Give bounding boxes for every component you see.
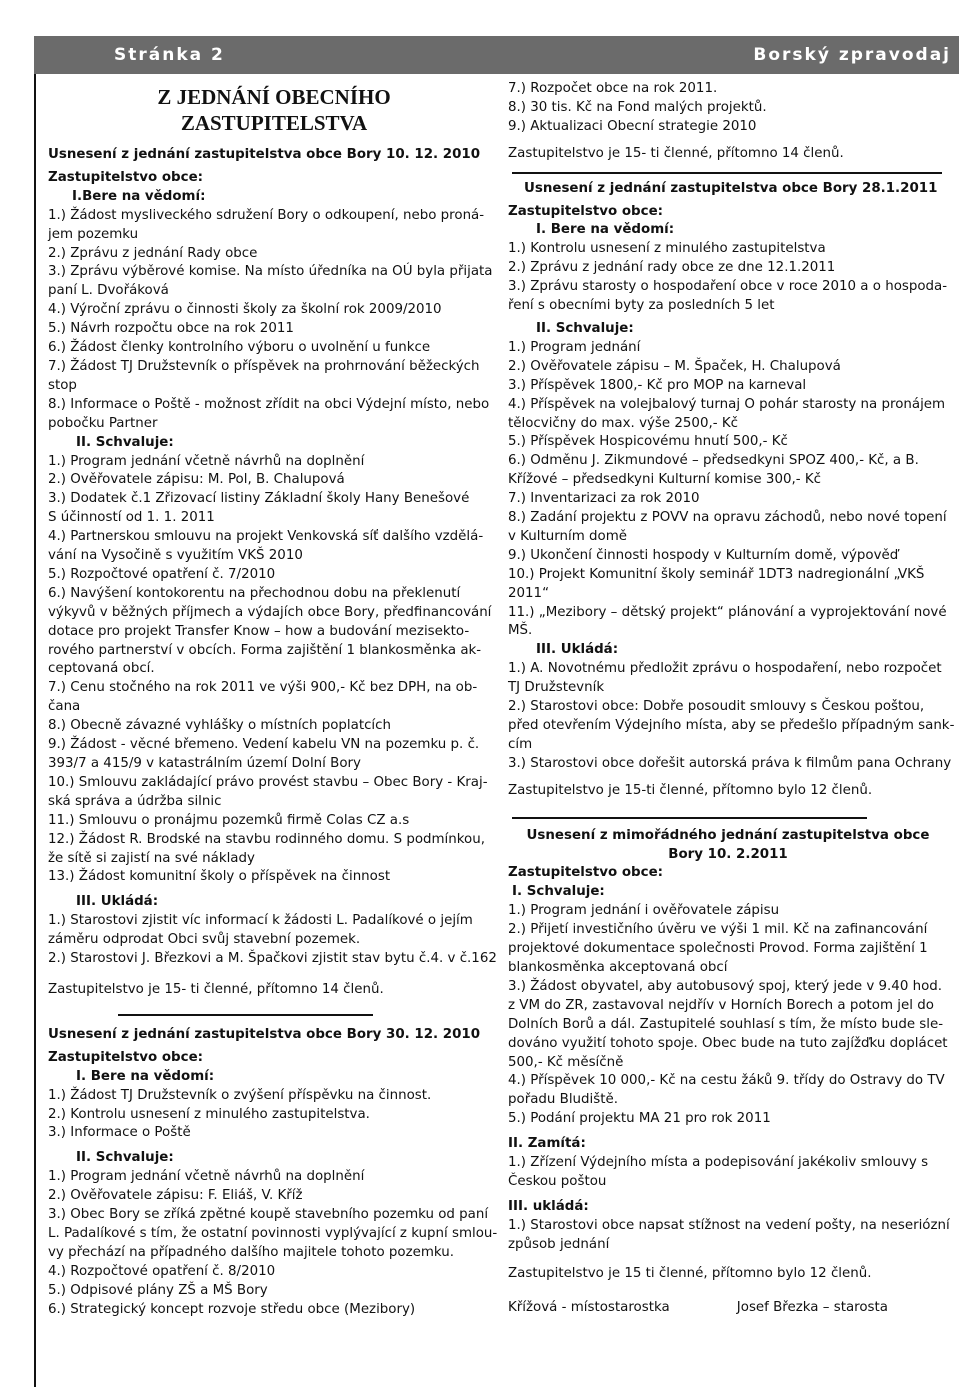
subsection-heading: I. Schvaluje: [512, 884, 605, 900]
resolution-line: rového partnerství v obcích. Forma zajištění 1 blankosměnka ak- [48, 642, 482, 658]
section-heading-2010-12-10: Usnesení z jednání zastupitelstva obce Bory 10. 12. 2010 [48, 147, 481, 162]
resolution-line: 4.) Příspěvek na volejbalový turnaj O pohár starosty na pronájem [508, 396, 946, 412]
resolution-line: projektové dokumentace společnosti Provod. Forma zajištění 1 [508, 941, 928, 957]
section-heading-date: Bory 10. 2.2011 [668, 846, 788, 862]
resolution-list-assigned [508, 660, 955, 773]
newsletter-title: Borský zpravodaj [753, 45, 951, 65]
resolution-line: 3.) Dodatek č.1 Zřizovací listiny Základní školy Hany Benešové [48, 491, 470, 507]
resolution-line: 5.) Podání projektu MA 21 pro rok 2011 [508, 1111, 771, 1127]
resolution-line: 5.) Příspěvek Hospicovému hnutí 500,- Kč [508, 434, 788, 450]
resolution-line: 8.) 30 tis. Kč na Fond malých projektů. [508, 99, 767, 115]
resolution-line: 1.) Program jednání včetně návrhů na doplnění [48, 453, 365, 469]
resolution-line: dováno využití tohoto spoje. Obec bude na tuto zajížďku doplácet [508, 1035, 948, 1051]
resolution-line: 4.) Výroční zprávu o činnosti školy za školní rok 2009/2010 [48, 302, 442, 318]
council-label: Zastupitelstvo obce: [48, 169, 204, 185]
resolution-line: 1.) Žádost mysliveckého sdružení Bory o odkoupení, nebo proná- [48, 207, 485, 223]
resolution-line: 7.) Rozpočet obce na rok 2011. [508, 81, 718, 96]
resolution-line: ská správa a údržba silnic [48, 793, 222, 809]
resolution-line: stop [48, 377, 77, 393]
resolution-line: Křížové – předsedkyni Kulturní komise 300,- Kč [508, 472, 821, 488]
resolution-line: 8.) Informace o Poště - možnost zřídit na obci Výdejní místo, nebo [48, 396, 490, 412]
resolution-line: 2.) Ověřovatele zápisu: M. Pol, B. Chalupová [48, 472, 345, 488]
resolution-line: 3.) Starostovi obce dořešit autorská práva k filmům pana Ochrany [508, 755, 952, 771]
subsection-heading: II. Zamítá: [508, 1136, 586, 1152]
resolution-line: 7.) Žádost TJ Družstevník o příspěvek na prohrnování běžeckých [48, 358, 480, 374]
resolution-line: 9.) Žádost - věcné břemeno. Vedení kabelu VN na pozemku p. č. [48, 737, 480, 753]
council-label: Zastupitelstvo obce: [508, 203, 664, 219]
resolution-line: 2.) Ověřovatele zápisu: F. Eliáš, V. Kříž [48, 1188, 303, 1204]
resolution-line: v Kulturním domě [508, 528, 627, 544]
resolution-line: 13.) Žádost komunitní školy o příspěvek na činnost [48, 869, 391, 885]
resolution-line: 9.) Ukončení činnosti hospody v Kulturním domě, výpověď [508, 547, 899, 563]
resolution-line: S účinností od 1. 1. 2011 [48, 510, 215, 526]
resolution-line: 500,- Kč měsíčně [508, 1054, 624, 1070]
resolution-line: cím [508, 736, 533, 752]
resolution-line: 393/7 a 415/9 v katastrálním území Dolní Bory [48, 756, 361, 771]
section-heading-2011-02-10: Usnesení z mimořádného jednání zastupitelstva obce [526, 827, 930, 843]
resolution-line: ceptovaná obcí. [48, 661, 155, 677]
subsection-heading: I.Bere na vědomí: [72, 188, 206, 204]
subsection-heading: I. Bere na vědomí: [76, 1068, 215, 1084]
resolution-line: 4.) Příspěvek 10 000,- Kč na cestu žáků 9. třídy do Ostravy do TV [508, 1073, 945, 1089]
resolution-list-approved [48, 1168, 500, 1319]
resolution-list-noted [508, 240, 948, 316]
council-label: Zastupitelstvo obce: [48, 1049, 204, 1065]
resolution-line: 1.) Žádost TJ Družstevník o zvýšení příspěvku na činnost. [48, 1087, 432, 1103]
resolution-line: 6.) Žádost členky kontrolního výboru o uvolnění u funkce [48, 340, 431, 356]
resolution-line: 6.) Navýšení kontokorentu na přechodnou dobu na překlenutí [48, 585, 461, 601]
left-column [48, 80, 500, 1319]
section-heading-2010-12-30: Usnesení z jednání zastupitelstva obce Bory 30. 12. 2010 [48, 1026, 481, 1042]
resolution-line: 12.) Žádost R. Brodské na stavbu rodinného domu. S podmínkou, [48, 831, 485, 847]
resolution-line: Českou poštou [508, 1173, 607, 1189]
resolution-line: 11.) „Mezibory – dětský projekt“ plánování a vyprojektování nové [508, 604, 947, 620]
resolution-line: pobočku Partner [48, 415, 158, 431]
resolution-line: záměru odprodat Obci svůj stavební pozemek. [48, 932, 361, 948]
resolution-line: čana [48, 699, 81, 715]
resolution-line: 11.) Smlouvu o pronájmu pozemků firmě Colas CZ a.s [48, 812, 410, 828]
resolution-line: TJ Družstevník [508, 680, 605, 696]
signature-deputy-mayor: Křížová - místostarostka [508, 1300, 670, 1316]
resolution-line: vy přechází na případného dalšího majitele tohoto pozemku. [48, 1244, 455, 1260]
resolution-line: blankosměnka akceptovaná obcí [508, 959, 728, 975]
resolution-line: L. Padalíkové s tím, že ostatní povinnosti vyplývající z kupní smlou- [48, 1225, 498, 1241]
resolution-line: 3.) Informace o Poště [48, 1125, 191, 1141]
resolution-line: 2011“ [508, 585, 550, 601]
resolution-line: 2.) Ověřovatele zápisu – M. Špaček, H. Chalupová [508, 358, 841, 374]
article-title: Z JEDNÁNÍ OBECNÍHO ZASTUPITELSTVA [157, 85, 391, 135]
resolution-list-noted [48, 207, 500, 434]
resolution-line: 2.) Starostovi J. Březkovi a M. Špačkovi zjistit stav bytu č.4. v č.162 [48, 951, 497, 967]
resolution-line: 10.) Projekt Komunitní školy seminář 1DT3 nadregionální „VKŠ [508, 566, 925, 582]
resolution-list-assigned [508, 1217, 948, 1255]
resolution-list-rejected [508, 1154, 948, 1192]
resolution-line: před otevřením Výdejního místa, aby se předešlo případným sank- [508, 718, 955, 733]
resolution-line: 1.) A. Novotnému předložit zprávu o hospodaření, nebo rozpočet [508, 661, 942, 677]
subsection-heading: III. Ukládá: [76, 894, 159, 910]
resolution-line: 2.) Kontrolu usnesení z minulého zastupitelstva. [48, 1106, 370, 1122]
resolution-line: způsob jednání [508, 1236, 610, 1252]
resolution-line: výkyvů v běžných příjmech a výdajích obce Bory, předfinancování [48, 604, 492, 620]
resolution-line: dotace pro projekt Transfer Know – how a budování mezisekto- [48, 623, 470, 639]
subsection-heading: III. Ukládá: [536, 642, 619, 658]
resolution-line: paní L. Dvořáková [48, 283, 169, 299]
page-number: Stránka 2 [114, 45, 225, 65]
resolution-list-approved [508, 902, 948, 1129]
resolution-line: tělocvičny do max. výše 2500,- Kč [508, 415, 738, 431]
resolution-list-approved [508, 339, 948, 642]
resolution-line: 3.) Zprávu výběrové komise. Na místo úředníka na OÚ byla přijata [48, 264, 493, 280]
subsection-heading: II. Schvaluje: [76, 434, 174, 450]
resolution-line: ření s obecními byty za posledních 5 let [508, 298, 775, 314]
attendance-note: Zastupitelstvo je 15- ti členné, přítomno 14 členů. [508, 145, 844, 161]
resolution-line: 1.) Starostovi zjistit víc informací k žádosti L. Padalíkové o jejím [48, 913, 473, 929]
resolution-line: 4.) Partnerskou smlouvu na projekt Venkovská síť dalšího vzdělá- [48, 529, 484, 545]
resolution-line: 7.) Inventarizaci za rok 2010 [508, 491, 700, 507]
subsection-heading: II. Schvaluje: [76, 1150, 174, 1166]
resolution-line: 2.) Přijetí investičního úvěru ve výši 1 mil. Kč na zafinancování [508, 922, 928, 938]
resolution-line: 2.) Zprávu z jednání Rady obce [48, 245, 258, 261]
resolution-line: 2.) Starostovi obce: Dobře posoudit smlouvy s Českou poštou, [508, 699, 925, 715]
resolution-line: 5.) Rozpočtové opatření č. 7/2010 [48, 566, 276, 582]
resolution-line: 1.) Program jednání i ověřovatele zápisu [508, 903, 780, 919]
resolution-line: Dolních Borů a dál. Zastupitelé souhlasí s tím, že místo bude sle- [508, 1016, 944, 1032]
resolution-line: 1.) Program jednání [508, 339, 641, 355]
attendance-note: Zastupitelstvo je 15- ti členné, přítomno 14 členů. [48, 981, 384, 997]
resolution-line: 3.) Žádost obyvatel, aby autobusový spoj, který jede v 9.40 hod. [508, 978, 943, 994]
resolution-line: 1.) Starostovi obce napsat stížnost na vedení pošty, na neseriózní [508, 1217, 950, 1233]
resolution-line: 8.) Zadání projektu z POVV na opravu záchodů, nebo nové topení [508, 510, 947, 526]
section-heading-2011-01-28: Usnesení z jednání zastupitelstva obce Bory 28.1.2011 [524, 180, 938, 196]
resolution-line: 5.) Odpisové plány ZŠ a MŠ Bory [48, 1282, 268, 1298]
resolution-line: 6.) Odměnu J. Zikmundové – předsedkyni SPOZ 400,- Kč, a B. [508, 453, 919, 469]
council-label: Zastupitelstvo obce: [508, 865, 664, 881]
attendance-note: Zastupitelstvo je 15 ti členné, přítomno bylo 12 členů. [508, 1265, 872, 1281]
resolution-line: vání na Vysočině s využitím VKŠ 2010 [48, 548, 303, 564]
resolution-line: pořadu Bludiště. [508, 1092, 618, 1108]
resolution-line: že sítě si zajistí na své náklady [48, 850, 255, 866]
resolution-list-continued [508, 80, 948, 137]
subsection-heading: II. Schvaluje: [536, 320, 634, 336]
resolution-line: 10.) Smlouvu zakládající právo provést stavbu – Obec Bory - Kraj- [48, 774, 488, 790]
resolution-line: 3.) Příspěvek 1800,- Kč pro MOP na karneval [508, 377, 807, 393]
page-header [34, 36, 959, 74]
resolution-list-assigned [48, 912, 500, 969]
subsection-heading: III. ukládá: [508, 1198, 589, 1214]
right-column [508, 80, 955, 1318]
resolution-list-noted [48, 1087, 500, 1144]
resolution-line: 1.) Program jednání včetně návrhů na doplnění [48, 1169, 365, 1185]
resolution-list-approved [48, 453, 500, 888]
resolution-line: MŠ. [508, 623, 533, 639]
resolution-line: 1.) Kontrolu usnesení z minulého zastupitelstva [508, 241, 826, 257]
left-border-rule [34, 74, 36, 1387]
signatures [508, 1299, 948, 1318]
resolution-line: 3.) Zprávu starosty o hospodaření obce v roce 2010 a o hospoda- [508, 279, 948, 295]
resolution-line: 7.) Cenu stočného na rok 2011 ve výši 900,- Kč bez DPH, na ob- [48, 680, 478, 696]
resolution-line: 1.) Zřízení Výdejního místa a podepisování jakékoliv smlouvy s [508, 1155, 929, 1171]
resolution-line: 2.) Zprávu z jednání rady obce ze dne 12.1.2011 [508, 260, 836, 276]
resolution-line: 4.) Rozpočtové opatření č. 8/2010 [48, 1263, 276, 1279]
subsection-heading: I. Bere na vědomí: [536, 222, 675, 238]
resolution-line: 6.) Strategický koncept rozvoje středu obce (Mezibory) [48, 1301, 416, 1317]
resolution-line: jem pozemku [48, 226, 139, 242]
signature-mayor: Josef Březka – starosta [736, 1300, 888, 1316]
resolution-line: 8.) Obecně závazné vyhlášky o místních poplatcích [48, 718, 392, 734]
resolution-line: 3.) Obec Bory se zříká zpětné koupě stavebního pozemku od paní [48, 1207, 489, 1223]
resolution-line: z VM do ZR, zastavoval nejdřív v Horních Borech a potom jel do [508, 997, 934, 1013]
attendance-note: Zastupitelstvo je 15-ti členné, přítomno bylo 12 členů. [508, 782, 873, 798]
resolution-line: 9.) Aktualizaci Obecní strategie 2010 [508, 118, 757, 134]
resolution-line: 5.) Návrh rozpočtu obce na rok 2011 [48, 321, 294, 337]
